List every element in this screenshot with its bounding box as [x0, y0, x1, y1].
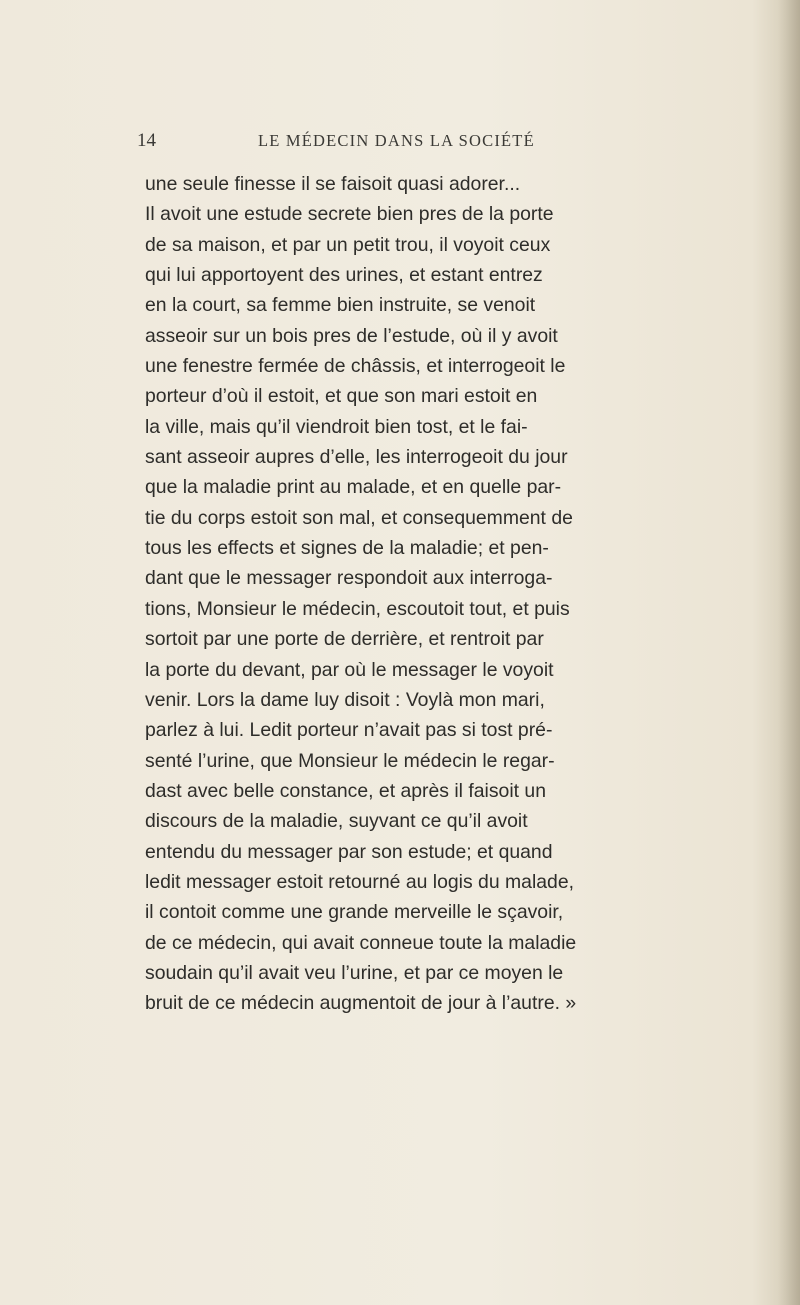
- page-number: 14: [137, 130, 156, 151]
- text-line: tie du corps estoit son mal, et consequemment de: [145, 506, 573, 529]
- text-line: venir. Lors la dame luy disoit : Voylà mon mari,: [145, 688, 545, 711]
- text-line: il contoit comme une grande merveille le sçavoir,: [145, 901, 564, 924]
- text-line: sant asseoir aupres d’elle, les interrogeoit du jour: [145, 446, 568, 469]
- text-line: Il avoit une estude secrete bien pres de la porte: [145, 203, 554, 226]
- text-line: de ce médecin, qui avait conneue toute la maladie: [145, 931, 577, 954]
- text-line: tous les effects et signes de la maladie; et pen-: [145, 537, 549, 560]
- text-line: parlez à lui. Ledit porteur n’avait pas si tost pré-: [145, 719, 553, 742]
- text-line: une seule finesse il se faisoit quasi adorer...: [145, 173, 521, 195]
- text-line: porteur d’où il estoit, et que son mari estoit en: [145, 385, 538, 408]
- text-line: dant que le messager respondoit aux interroga-: [145, 567, 553, 590]
- text-line: en la court, sa femme bien instruite, se venoit: [145, 294, 536, 317]
- text-line: entendu du messager par son estude; et quand: [145, 840, 553, 863]
- running-head: LE MÉDECIN DANS LA SOCIÉTÉ: [258, 131, 535, 150]
- text-line: une fenestre fermée de châssis, et interrogeoit le: [145, 355, 566, 378]
- text-line: sortoit par une porte de derrière, et rentroit par: [145, 628, 544, 651]
- text-line: la ville, mais qu’il viendroit bien tost, et le fai-: [145, 415, 528, 438]
- text-line: senté l’urine, que Monsieur le médecin le regar-: [145, 749, 555, 772]
- text-line: tions, Monsieur le médecin, escoutoit tout, et puis: [145, 597, 570, 620]
- text-line: soudain qu’il avait veu l’urine, et par ce moyen le: [145, 961, 564, 984]
- text-line: la porte du devant, par où le messager le voyoit: [145, 658, 554, 681]
- text-line: qui lui apportoyent des urines, et estant entrez: [145, 264, 543, 287]
- text-line: de sa maison, et par un petit trou, il voyoit ceux: [145, 233, 551, 256]
- text-line: que la maladie print au malade, et en quelle par-: [145, 476, 562, 499]
- text-line: bruit de ce médecin augmentoit de jour à l’autre. »: [145, 992, 577, 1015]
- text-line: discours de la maladie, suyvant ce qu’il avoit: [145, 810, 528, 833]
- text-line: ledit messager estoit retourné au logis du malade,: [145, 870, 574, 893]
- text-line: dast avec belle constance, et après il faisoit un: [145, 779, 546, 802]
- body-text: [145, 169, 797, 1019]
- text-line: asseoir sur un bois pres de l’estude, où il y avoit: [145, 324, 558, 347]
